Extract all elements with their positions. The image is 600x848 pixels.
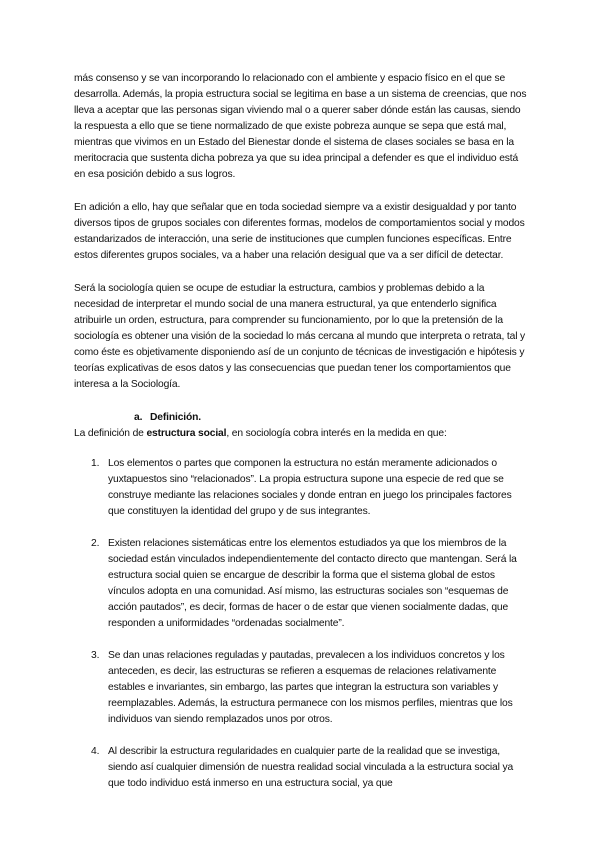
list-item xyxy=(91,744,530,792)
list-item-text: Existen relaciones sistemáticas entre los elementos estudiados ya que los miembros de la sociedad están vinculados independientemente del contacto directo que mantengan. Será la estructura social quien se encargue de describir la forma que el sistema global de estos vínculos adopta en una comunidad. Así mismo, las estructuras sociales son “esquemas de acción pautados”, es decir, formas de hacer o de estar que vienen socialmente dadas, que responden a uniformidades “ordenadas socialmente”. xyxy=(108,538,517,629)
page-content xyxy=(74,71,530,808)
definition-intro-before: La definición de xyxy=(74,428,147,439)
definition-intro-after: , en sociología cobra interés en la medida en que: xyxy=(226,428,447,439)
list-item-number: 2. xyxy=(91,538,100,549)
definition-intro xyxy=(74,426,530,442)
definition-term: estructura social xyxy=(146,428,227,439)
list-item-number: 1. xyxy=(91,458,100,469)
list-item xyxy=(91,536,530,632)
paragraph-1: más consenso y se van incorporando lo relacionado con el ambiente y espacio físico en el que se desarrolla. Además, la propia estructura social se legitima en base a un sistema de creencias, que nos lleva a aceptar que las personas sigan viviendo mal o a querer saber dónde están las causas, siendo la respuesta a ello que se tiene normalizado de que existe pobreza aunque se sepa que está mal, mientras que vivimos en un Estado del Bienestar donde el sistema de clases sociales se basa en la meritocracia que sustenta dicha pobreza ya que su idea principal a defender es que el individuo está en esa posición debido a sus logros. xyxy=(74,73,527,180)
definition-list xyxy=(74,456,530,792)
list-item-text: Se dan unas relaciones reguladas y pautadas, prevalecen a los individuos concretos y los anteceden, es decir, las estructuras se refieren a esquemas de relaciones relativamente estables e invariantes, sin embargo, las partes que integran la estructura son variables y reemplazables. Además, la estructura permanece con los mismos perfiles, mientras que los individuos van siendo remplazados unos por otros. xyxy=(108,650,513,725)
section-title: Definición. xyxy=(150,412,201,423)
section-heading xyxy=(134,410,530,426)
list-item-text: Los elementos o partes que componen la estructura no están meramente adicionados o yuxtapuestos sino “relacionados”. La propia estructura supone una especie de red que se construye mediante las relaciones sociales y donde entran en juego los principales factores que constituyen la identidad del grupo y de sus integrantes. xyxy=(108,458,512,517)
paragraph-2: En adición a ello, hay que señalar que en toda sociedad siempre va a existir desigualdad y por tanto diversos tipos de grupos sociales con diferentes formas, modelos de comportamientos social y modos estandarizados de interacción, una serie de instituciones que cumplen funciones específicas. Entre estos diferentes grupos sociales, va a haber una relación desigual que va a ser difícil de detectar. xyxy=(74,202,525,261)
list-item-text: Al describir la estructura regularidades en cualquier parte de la realidad que se investiga, siendo así cualquier dimensión de nuestra realidad social vinculada a la estructura social ya que todo individuo está inmerso en una estructura social, ya que xyxy=(108,746,514,789)
list-item-number: 4. xyxy=(91,746,100,757)
list-item xyxy=(91,456,530,520)
section-marker: a. xyxy=(134,412,143,423)
list-item-number: 3. xyxy=(91,650,100,661)
list-item xyxy=(91,648,530,728)
paragraph-3: Será la sociología quien se ocupe de estudiar la estructura, cambios y problemas debido a la necesidad de interpretar el mundo social de una manera estructural, ya que entenderlo significa atribuirle un orden, estructura, para comprender su funcionamiento, por lo que la pretensión de la sociología es obtener una visión de la sociedad lo más cercana al mundo que interpreta o retrata, tal y como éste es objetivamente disponiendo así de un conjunto de técnicas de investigación e hipótesis y teorías explicativas de esos datos y las consecuencias que puedan tener los comportamientos que interesa a la Sociología. xyxy=(74,283,526,390)
